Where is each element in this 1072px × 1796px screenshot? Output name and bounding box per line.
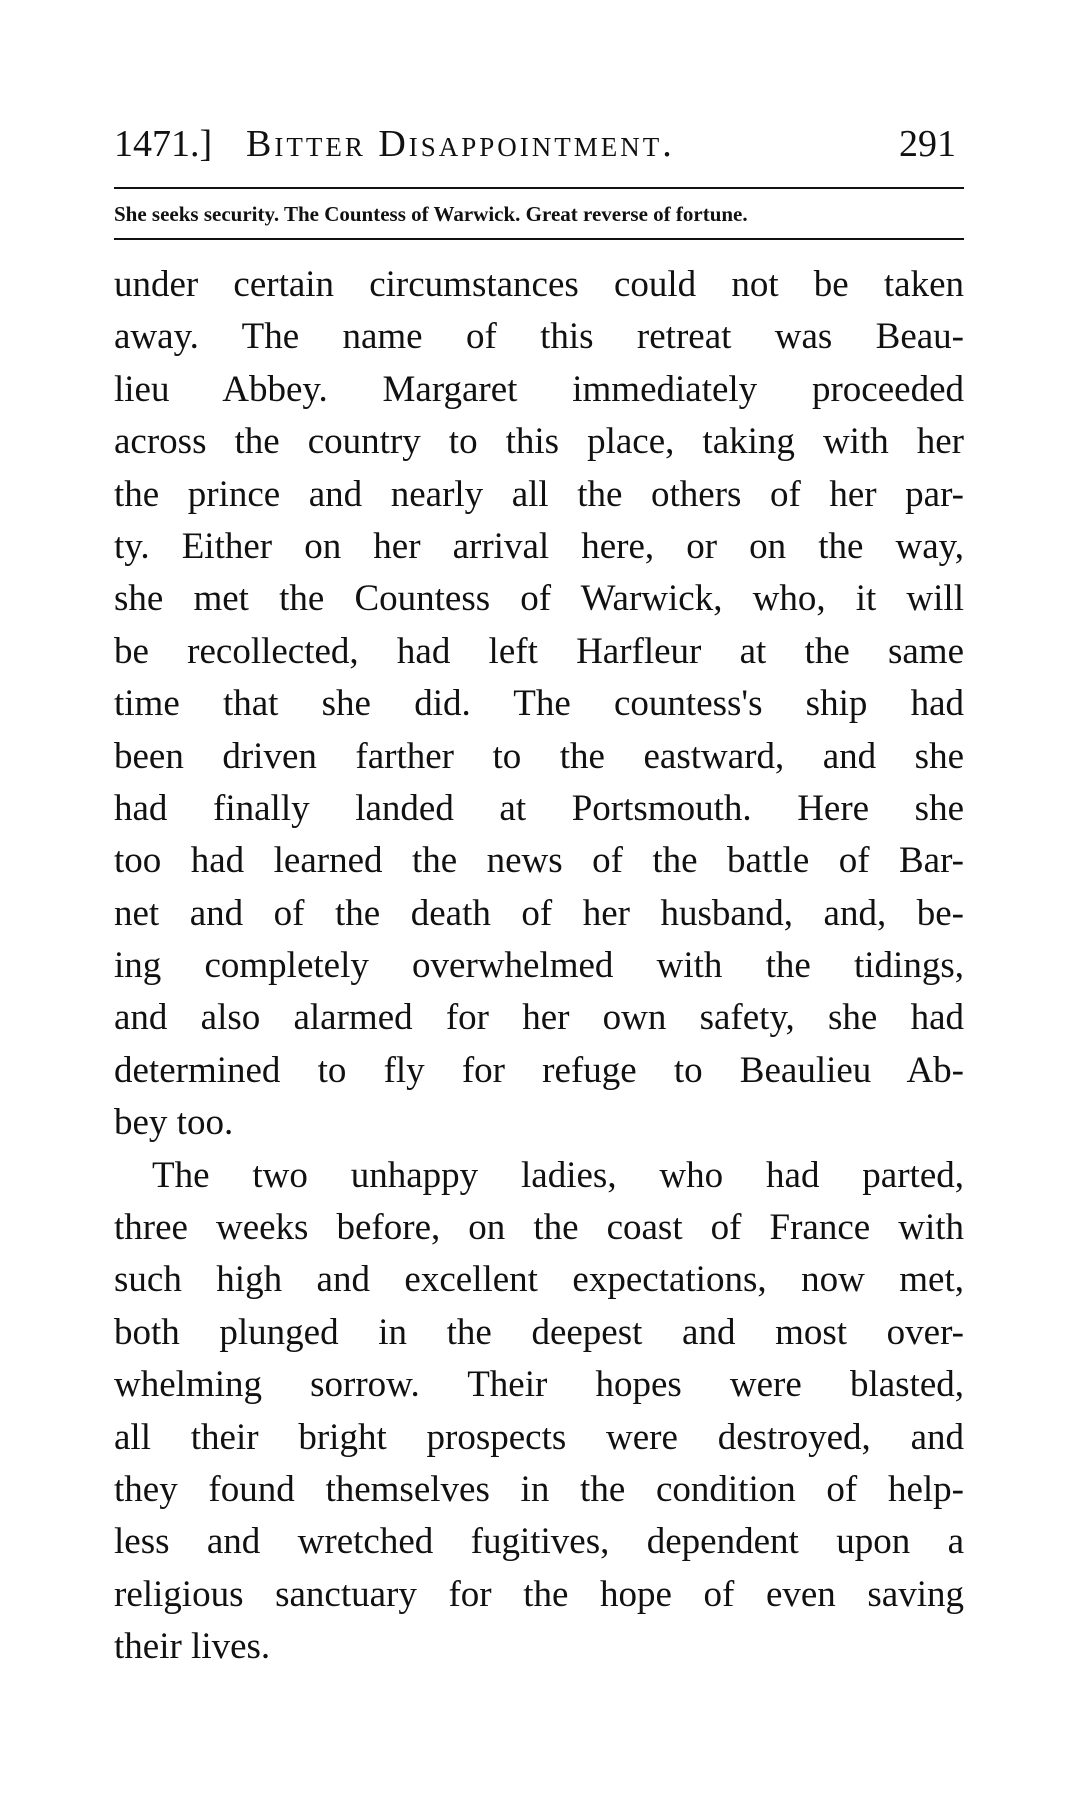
text-line: both plunged in the deepest and most over-: [114, 1311, 964, 1353]
text-line: ty. Either on her arrival here, or on the way,: [114, 525, 964, 567]
text-line: had finally landed at Portsmouth. Here she: [114, 787, 964, 829]
paragraph: [114, 1150, 964, 1674]
text-line: three weeks before, on the coast of France with: [114, 1207, 964, 1249]
text-line: bey too.: [114, 1102, 234, 1144]
text-line: The two unhappy ladies, who had parted,: [152, 1154, 964, 1196]
text-line: religious sanctuary for the hope of even saving: [114, 1573, 964, 1615]
text-line: such high and excellent expectations, now met,: [114, 1259, 964, 1301]
text-line: be recollected, had left Harfleur at the same: [114, 630, 964, 672]
text-line: net and of the death of her husband, and, be-: [114, 892, 964, 934]
text-line: been driven farther to the eastward, and she: [114, 735, 964, 777]
text-line: the prince and nearly all the others of her par-: [114, 473, 964, 515]
header-rule-top: [114, 187, 964, 189]
paragraph: [114, 259, 964, 1150]
text-line: across the country to this place, taking with her: [114, 421, 964, 463]
header-rule-bottom: [114, 238, 964, 240]
text-line: ing completely overwhelmed with the tidings,: [114, 945, 964, 987]
text-line: under certain circumstances could not be taken: [114, 264, 964, 305]
text-line: all their bright prospects were destroyed, and: [114, 1416, 964, 1458]
body-text: [114, 259, 964, 1674]
chapter-year: 1471.]: [114, 123, 213, 165]
text-line: their lives.: [114, 1626, 271, 1668]
running-head: [114, 118, 964, 170]
chapter-title: Bitter Disappointment.: [246, 123, 675, 165]
marginal-summary: She seeks security. The Countess of Warwick. Great reverse of fortune.: [114, 202, 748, 226]
text-line: and also alarmed for her own safety, she had: [114, 997, 964, 1039]
text-line: less and wretched fugitives, dependent upon a: [114, 1521, 964, 1563]
page-number: 291: [899, 123, 956, 165]
text-line: time that she did. The countess's ship had: [114, 683, 964, 725]
text-line: they found themselves in the condition of help-: [114, 1468, 964, 1510]
text-line: lieu Abbey. Margaret immediately proceeded: [114, 368, 964, 410]
text-line: she met the Countess of Warwick, who, it will: [114, 578, 964, 620]
text-line: whelming sorrow. Their hopes were blasted,: [114, 1364, 964, 1406]
text-line: determined to fly for refuge to Beaulieu Ab-: [114, 1049, 964, 1091]
text-line: away. The name of this retreat was Beau-: [114, 316, 964, 358]
book-page: [114, 0, 964, 1796]
text-line: too had learned the news of the battle of Bar-: [114, 840, 964, 882]
